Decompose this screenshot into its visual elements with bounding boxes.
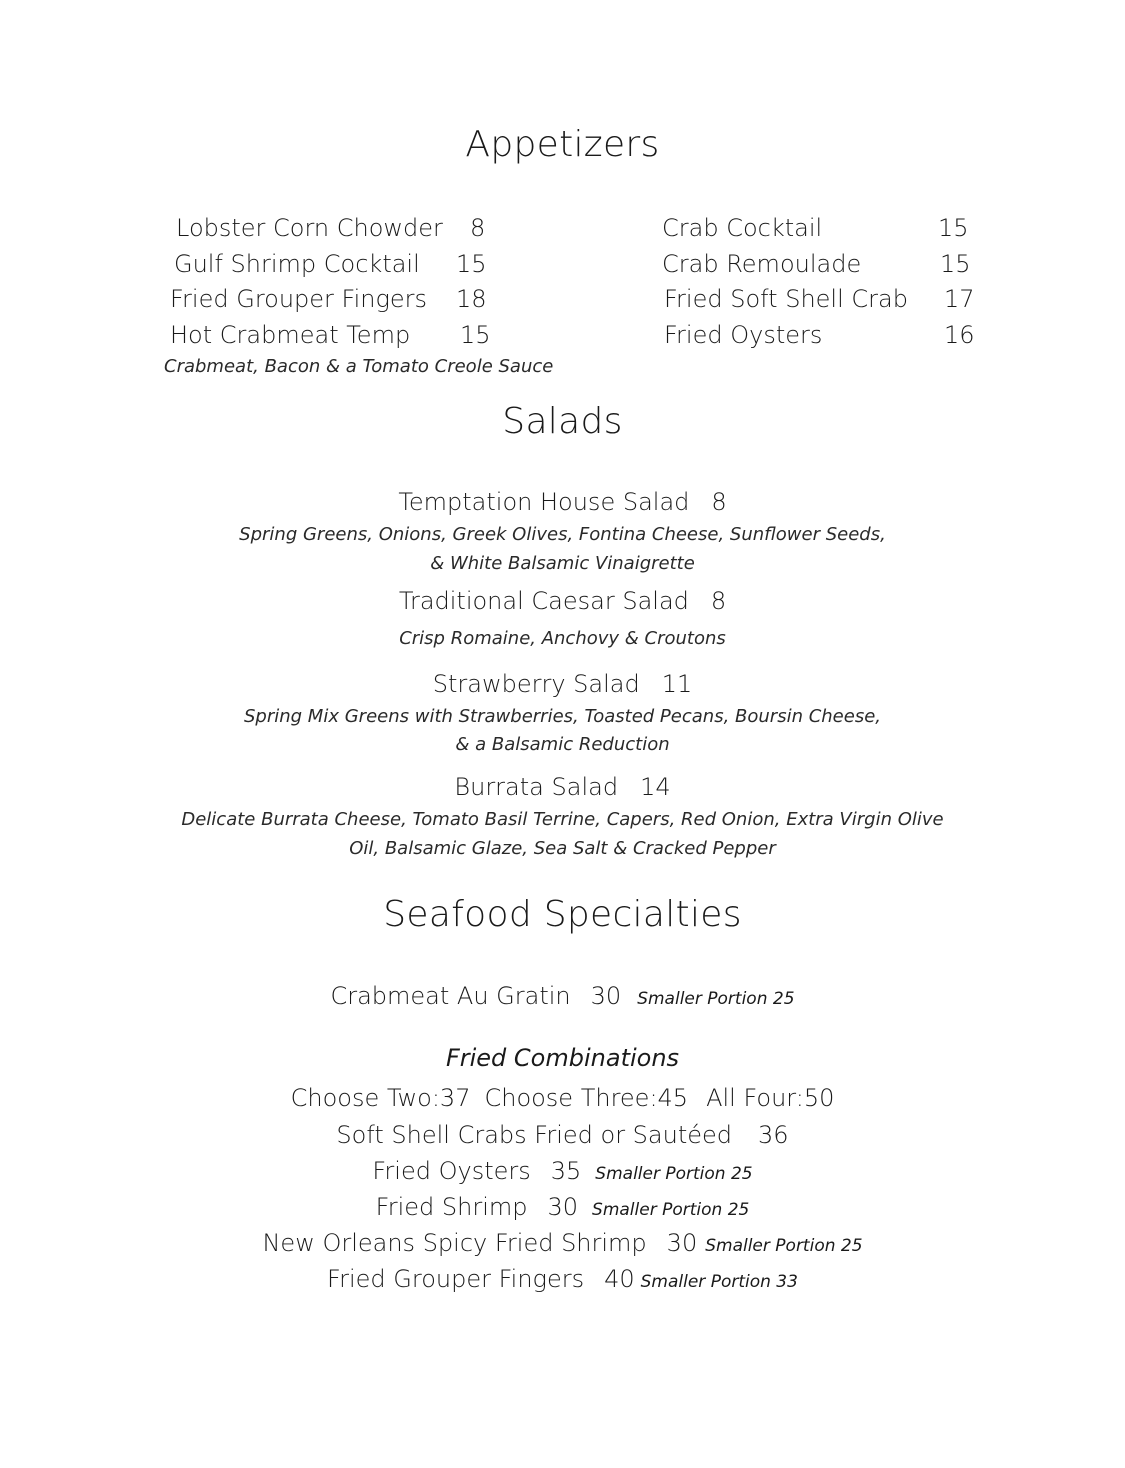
salad-item	[0, 587, 1125, 615]
salad-description: Spring Mix Greens with Strawberries, Toasted Pecans, Boursin Cheese,	[244, 706, 881, 727]
appetizer-price: 8	[470, 214, 486, 242]
item-price: 35	[550, 1157, 582, 1185]
salad-price: 8	[710, 587, 727, 615]
seafood-item	[0, 1121, 1125, 1149]
item-price: 30	[547, 1193, 579, 1221]
appetizer-name: Fried Soft Shell Crab	[664, 285, 908, 313]
appetizer-price: 15	[938, 214, 969, 242]
appetizer-name: Hot Crabmeat Temp	[170, 321, 411, 349]
choose-two: Choose Two:37	[290, 1084, 471, 1112]
appetizer-price: 15	[456, 250, 487, 278]
appetizer-item	[176, 212, 496, 244]
appetizer-name: Lobster Corn Chowder	[176, 214, 443, 242]
item-name: Crabmeat Au Gratin	[330, 982, 571, 1010]
item-price: 40	[604, 1265, 635, 1293]
salad-name: Strawberry Salad	[432, 670, 640, 698]
appetizer-item	[662, 248, 982, 280]
smaller-portion: Smaller Portion 25	[705, 1236, 863, 1256]
smaller-portion: Smaller Portion 33	[640, 1272, 798, 1292]
smaller-portion: Smaller Portion 25	[637, 989, 795, 1009]
seafood-item	[0, 1193, 1125, 1221]
seafood-item	[0, 1265, 1125, 1293]
item-price: 36	[758, 1121, 789, 1149]
item-name: Fried Shrimp	[375, 1193, 528, 1221]
item-name: New Orleans Spicy Fried Shrimp	[262, 1229, 647, 1257]
item-price: 30	[590, 982, 622, 1010]
salad-description: Spring Greens, Onions, Greek Olives, Fontina Cheese, Sunflower Seeds,	[239, 524, 886, 545]
appetizer-price: 15	[940, 250, 971, 278]
appetizer-item	[662, 212, 982, 244]
salad-name: Traditional Caesar Salad	[398, 587, 689, 615]
appetizer-price: 18	[456, 285, 487, 313]
appetizer-name: Crab Cocktail	[662, 214, 823, 242]
salad-name: Temptation House Salad	[398, 488, 690, 516]
salad-name: Burrata Salad	[454, 773, 619, 801]
salad-description: Crisp Romaine, Anchovy & Croutons	[399, 628, 726, 649]
appetizer-item	[664, 283, 984, 315]
salad-price: 14	[640, 773, 671, 801]
appetizer-price: 15	[460, 321, 491, 349]
appetizer-name: Fried Grouper Fingers	[170, 285, 428, 313]
smaller-portion: Smaller Portion 25	[592, 1200, 750, 1220]
salad-item	[0, 773, 1125, 801]
appetizer-name: Crab Remoulade	[662, 250, 862, 278]
seafood-heading: Seafood Specialties	[383, 894, 742, 935]
salad-description: & a Balsamic Reduction	[455, 734, 670, 755]
salad-item	[0, 488, 1125, 516]
salad-description: & White Balsamic Vinaigrette	[430, 553, 695, 574]
choose-three: Choose Three:45	[484, 1084, 689, 1112]
combo-pricing	[0, 1084, 1125, 1112]
appetizer-note: Crabmeat, Bacon & a Tomato Creole Sauce	[164, 356, 554, 377]
fried-combinations-heading: Fried Combinations	[445, 1044, 680, 1072]
salad-description: Oil, Balsamic Glaze, Sea Salt & Cracked Pepper	[349, 838, 776, 859]
appetizer-item	[664, 319, 984, 351]
appetizer-name: Fried Oysters	[664, 321, 823, 349]
appetizer-price: 16	[944, 321, 975, 349]
appetizer-item	[170, 319, 500, 351]
salad-description: Delicate Burrata Cheese, Tomato Basil Terrine, Capers, Red Onion, Extra Virgin Olive	[181, 809, 944, 830]
seafood-item	[0, 1229, 1125, 1257]
item-name: Fried Oysters	[372, 1157, 531, 1185]
salad-price: 8	[711, 488, 727, 516]
seafood-item	[0, 1157, 1125, 1185]
salad-item	[0, 670, 1125, 698]
appetizer-item	[174, 248, 494, 280]
item-name: Soft Shell Crabs Fried or Sautéed	[336, 1121, 733, 1149]
all-four: All Four:50	[706, 1084, 835, 1112]
au-gratin-item	[0, 982, 1125, 1010]
appetizers-heading: Appetizers	[465, 124, 660, 165]
appetizer-price: 17	[944, 285, 975, 313]
salads-heading: Salads	[502, 401, 623, 442]
appetizer-item	[170, 283, 500, 315]
item-price: 30	[666, 1229, 698, 1257]
item-name: Fried Grouper Fingers	[327, 1265, 585, 1293]
appetizer-name: Gulf Shrimp Cocktail	[174, 250, 420, 278]
salad-price: 11	[661, 670, 693, 698]
smaller-portion: Smaller Portion 25	[595, 1164, 753, 1184]
